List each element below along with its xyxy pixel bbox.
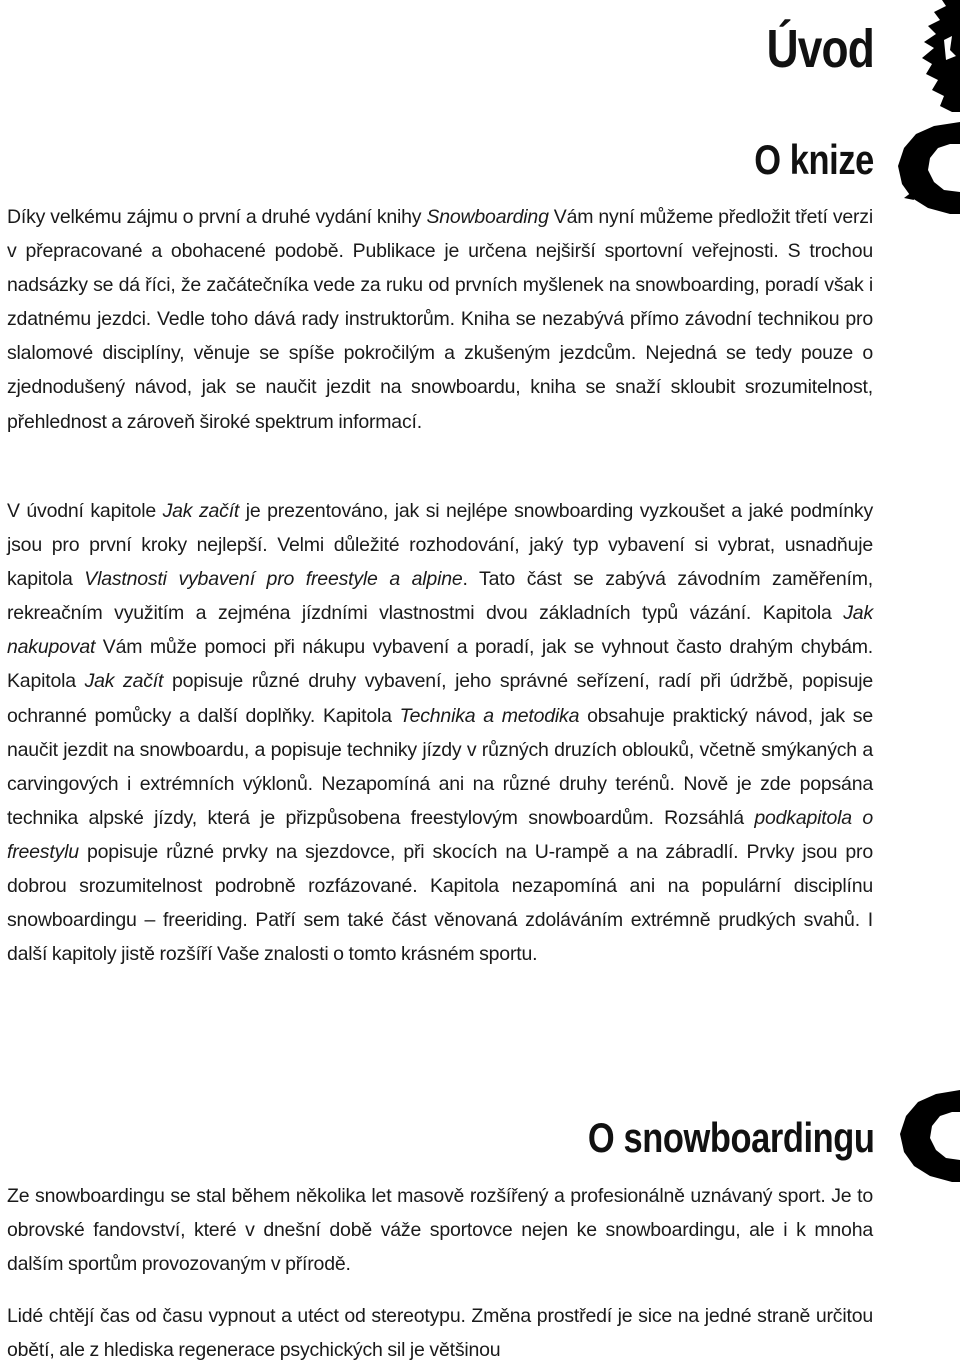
text-run: V úvodní kapitole (7, 500, 163, 522)
text-run: Vám nyní můžeme předložit třetí verzi v přepracované a obohacené podobě. Publikace je určena nejširší sportovní veřejnosti. S trochou nadsázky se dá říci, že začátečníka vede za ruku od prvních myšlenek na snowboarding, poradí však i zdatnému jezdci. Vedle toho dává rady instruktorům. Kniha se nezabývá přímo závodní technikou pro slalomové disciplíny, věnuje se spíše pokročilým a zkušeným jezdcům. Nejedná se tedy pouze o zjednodušený návod, jak se naučit jezdit na snowboardu, kniha se snaží skloubit srozumitelnost, přehlednost a zároveň široké spektrum informací. (7, 206, 873, 433)
brush-c-icon (894, 1090, 960, 1182)
chapter-ref-emphasis: Jak začít (162, 500, 240, 522)
section-heading-o-snowboardingu: O snowboardingu (587, 1114, 874, 1161)
text-run: popisuje různé prvky na sjezdovce, při skocích na U-rampě a na zábradlí. Prvky jsou pro dobrou srozumitelnost podrobně rozfázované. Kapitola nezapomíná ani na populární disciplínu snowboardingu – freeriding. Patří sem také část věnovaná zdoláváním extrémně prudkých svahů. I další kapitoly jistě rozšíří Vaše znalosti o tomto krásném sportu. (7, 840, 873, 966)
paragraph-snowboarding-sport: Ze snowboardingu se stal během několika let masově rozšířený a profesionálně uznávaný sport. Je to obrovské fandovství, které v dnešní době váže sportovce nejen ke snowboardingu, ale i k mnoha dalším sportům provozovaným v přírodě. (7, 1185, 873, 1276)
text-run: Díky velkému zájmu o první a druhé vydání knihy (7, 206, 427, 228)
chapter-ref-emphasis: podkapitola o freestylu (7, 806, 873, 863)
paragraph-chapters-overview (7, 494, 873, 971)
brush-c-icon (894, 122, 960, 214)
text-run: obsahuje praktický návod, jak se naučit jezdit na snowboardu, a popisuje techniky jízdy v různých druzích oblouků, včetně smýkaných a carvingových i extrémních výklonů. Nezapomíná ani na různé druhy terénů. Nově je zde popsána technika alpské jízdy, která je přizpůsobena freestylovým snowboardům. Rozsáhlá (7, 704, 873, 829)
chapter-ref-emphasis: Technika a metodika (399, 704, 580, 727)
chapter-ref-emphasis: Jak nakupovat (7, 602, 873, 659)
chapter-ref-emphasis: Jak začít (84, 670, 164, 693)
chapter-title: Úvod (766, 19, 874, 79)
text-run: je prezentováno, jak si nejlépe snowboarding vyzkoušet a jaké podmínky jsou pro první kroky nejlepší. Velmi důležité rozhodování, jaký typ vybavení si vybrat, usnadňuje kapitola (7, 500, 874, 591)
chapter-ref-emphasis: Vlastnosti vybavení pro freestyle a alpine (84, 568, 463, 591)
text-run: . Tato část se zabývá závodním zaměřením, rekreačním využitím a zejména jízdními vlastnostmi dvou základních typů vázání. Kapitola (7, 568, 873, 625)
paragraph-intro (7, 200, 873, 439)
text-run: Vám může pomoci při nákupu vybavení a poradí, jak se vyhnout často drahým chybám. Kapitola (7, 636, 873, 693)
book-title-emphasis: Snowboarding (426, 206, 549, 228)
torn-edge-icon (894, 0, 960, 112)
section-heading-o-knize: O knize (754, 136, 874, 183)
paragraph-snowboarding-escape: Lidé chtějí čas od času vypnout a utéct od stereotypu. Změna prostředí je sice na jedné straně určitou obětí, ale z hlediska regenerace psychických sil je většinou (7, 1305, 873, 1362)
text-run: popisuje různé druhy vybavení, jeho správné seřízení, radí při údržbě, popisuje ochranné pomůcky a další doplňky. Kapitola (7, 670, 873, 727)
